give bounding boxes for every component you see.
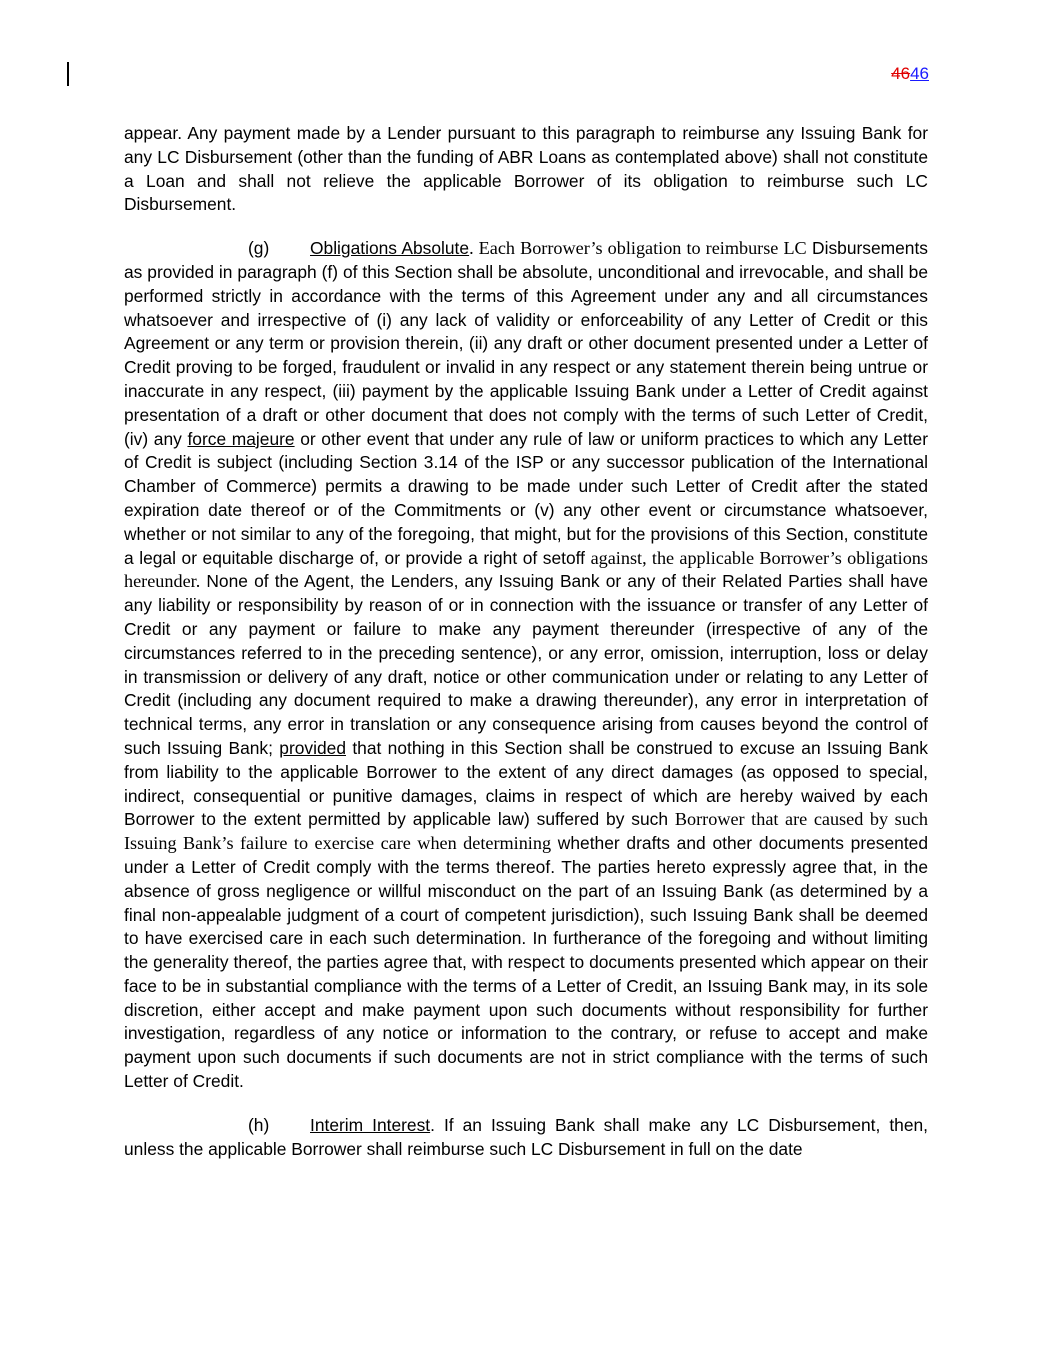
page-number-inserted: 46	[910, 64, 929, 83]
paragraph-g-heading: Obligations Absolute	[310, 238, 470, 259]
paragraph-g-text-7: Borrower that are caused by such Issuing Bank’s failure to exercise care when determining	[124, 809, 929, 854]
paragraph-g-text-3: or other event that under any rule of law or uniform practices to which any Letter of Credit is subject (including Section 3.14 of the ISP or any successor publication of the International Chamber of Commerce) permits a drawing to be made under such Letter of Credit after the stated expiration date thereof or of the Commitments or (v) any other event or circumstance whatsoever, whether or not similar to any of the foregoing, that might, but for the provisions of this Section, constitute a legal or equitable discharge of, or provide a right of setoff	[124, 428, 928, 568]
paragraph-g-heading-punct: .	[469, 238, 474, 259]
document-body	[124, 122, 928, 1181]
paragraph-g	[124, 237, 928, 1094]
provided-term: provided	[279, 737, 346, 758]
paragraph-g-text-4: against, the applicable Borrower’s obligations hereunder.	[124, 547, 928, 592]
paragraph-f-continuation: appear. Any payment made by a Lender pursuant to this paragraph to reimburse any Issuing Bank for any LC Disbursement (other than the funding of ABR Loans as contemplated above) shall not constitute a Loan and shall not relieve the applicable Borrower of its obligation to reimburse such LC Disbursement.	[124, 123, 928, 215]
paragraph-g-label: (g)	[248, 238, 270, 259]
paragraph-h	[124, 1114, 928, 1162]
page-number-deleted: 46	[891, 64, 911, 83]
paragraph-h-label: (h)	[248, 1114, 270, 1135]
paragraph-g-text-5: None of the Agent, the Lenders, any Issuing Bank or any of their Related Parties shall have any liability or responsibility by reason of or in connection with the issuance or transfer of any Letter of Credit or any payment or failure to make any payment thereunder (irrespective of any of the circumstances referred to in the preceding sentence), or any error, omission, interruption, loss or delay in transmission or delivery of any draft, notice or other communication under or relating to any Letter of Credit (including any document required to make a drawing thereunder), any error in interpretation of technical terms, any error in translation or any consequence arising from causes beyond the control of such Issuing Bank;	[124, 571, 928, 758]
paragraph-g-text-8: whether drafts and other documents presented under a Letter of Credit comply with the terms thereof. The parties hereto expressly agree that, in the absence of gross negligence or willful misconduct on the part of an Issuing Bank (as determined by a final non-appealable judgment of a court of competent jurisdiction), such Issuing Bank shall be deemed to have exercised care in each such determination. In furtherance of the foregoing and without limiting the generality thereof, the parties agree that, with respect to documents presented which appear on their face to be in substantial compliance with the terms of a Letter of Credit, an Issuing Bank may, in its sole discretion, either accept and make payment upon such documents without responsibility for further investigation, regardless of any notice or information to the contrary, or refuse to accept and make payment upon such documents if such documents are not in strict compliance with the terms of such Letter of Credit.	[124, 833, 928, 1092]
force-majeure-term: force majeure	[187, 428, 295, 449]
paragraph-g-text-1: Each Borrower’s obligation to reimburse LC	[473, 238, 807, 259]
change-bar	[67, 62, 69, 86]
paragraph-h-heading-punct: .	[430, 1114, 435, 1135]
paragraph-g-text-6: that nothing in this Section shall be construed to excuse an Issuing Bank from liability to the applicable Borrower to the extent of any direct damages (as opposed to special, indirect, consequential or punitive damages, claims in respect of which are hereby waived by each Borrower to the extent permitted by applicable law) suffered by such	[124, 737, 928, 830]
paragraph-h-text-1: If an Issuing Bank shall make any LC Disbursement, then, unless the applicable Borrower shall reimburse such LC Disbursement in full on the date	[124, 1114, 928, 1159]
paragraph-h-heading: Interim Interest	[310, 1114, 431, 1135]
page-number	[891, 64, 929, 84]
paragraph-g-text-2: Disbursements as provided in paragraph (f) of this Section shall be absolute, unconditional and irrevocable, and shall be performed strictly in accordance with the terms of this Agreement under any and all circumstances whatsoever and irrespective of (i) any lack of validity or enforceability of any Letter of Credit or this Agreement or any term or provision therein, (ii) any draft or other document presented under a Letter of Credit proving to be forged, fraudulent or invalid in any respect or any statement therein being untrue or inaccurate in any respect, (iii) payment by the applicable Issuing Bank under a Letter of Credit against presentation of a draft or other document that does not comply with the terms of such Letter of Credit, (iv) any	[124, 238, 929, 449]
